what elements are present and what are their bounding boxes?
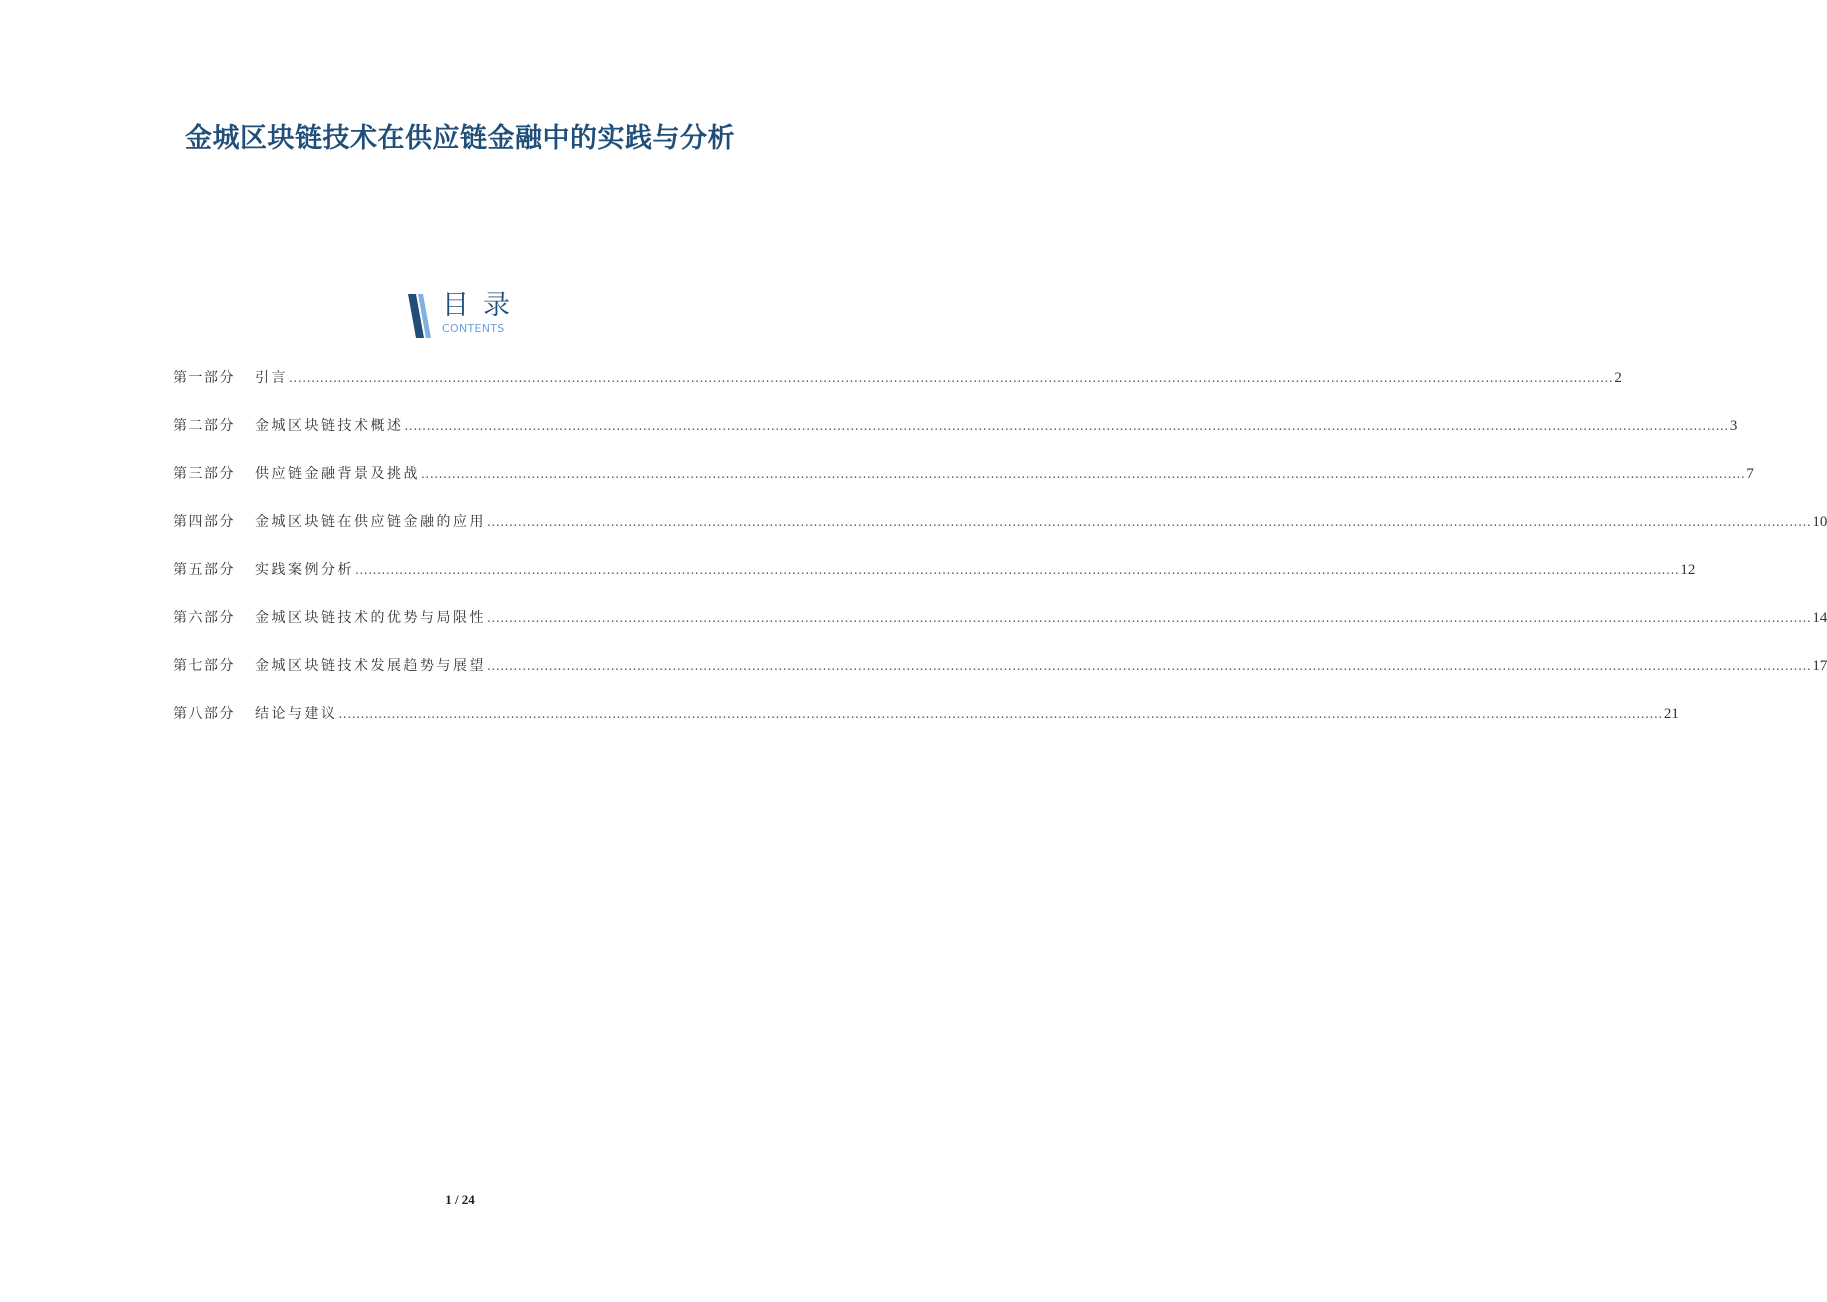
toc-heading — [404, 290, 544, 338]
toc-entry-leader: ............................................................................................................................................................................................................................................................................................................ — [355, 563, 1680, 577]
toc-entry-leader: ............................................................................................................................................................................................................................................................................................................ — [487, 515, 1812, 529]
toc-entry[interactable] — [173, 366, 1622, 390]
toc-entry-page: 21 — [1663, 706, 1679, 722]
toc-entry-leader: ............................................................................................................................................................................................................................................................................................................ — [487, 611, 1812, 625]
toc-entry-label: 供应链金融背景及挑战 — [255, 466, 420, 482]
toc-entry-label: 金城区块链技术发展趋势与展望 — [255, 658, 486, 674]
toc-entry-label: 结论与建议 — [255, 706, 338, 722]
toc-entry[interactable] — [173, 414, 1738, 438]
toc-entry-leader: ............................................................................................................................................................................................................................................................................................................ — [289, 371, 1614, 385]
toc-entry[interactable] — [173, 510, 1827, 534]
toc-heading-subtitle: CONTENTS — [442, 322, 505, 335]
toc-entry-part: 第八部分 — [173, 706, 235, 722]
toc-entry-part: 第六部分 — [173, 610, 235, 626]
toc-entry-label: 金城区块链技术概述 — [255, 418, 404, 434]
toc-entry[interactable] — [173, 558, 1696, 582]
toc-entry[interactable] — [173, 654, 1827, 678]
toc-heading-title: 目录 — [442, 290, 524, 321]
page-indicator: 1 / 24 — [445, 1192, 475, 1207]
toc-entry-leader: ............................................................................................................................................................................................................................................................................................................ — [421, 467, 1746, 481]
toc-entry-page: 3 — [1729, 418, 1738, 434]
toc-entry-part: 第三部分 — [173, 466, 235, 482]
document-title: 金城区块链技术在供应链金融中的实践与分析 — [185, 123, 735, 154]
toc-entry-part: 第一部分 — [173, 370, 235, 386]
toc-entry-leader: ............................................................................................................................................................................................................................................................................................................ — [487, 659, 1812, 673]
toc-entry-part: 第五部分 — [173, 562, 235, 578]
toc-entry-label: 金城区块链在供应链金融的应用 — [255, 514, 486, 530]
toc-entry-part: 第七部分 — [173, 658, 235, 674]
table-of-contents — [173, 366, 1827, 750]
toc-entry-part: 第四部分 — [173, 514, 235, 530]
toc-entry-page: 17 — [1812, 658, 1827, 674]
toc-entry[interactable] — [173, 606, 1827, 630]
toc-entry-label: 引言 — [255, 370, 288, 386]
toc-entry-leader: ............................................................................................................................................................................................................................................................................................................ — [338, 707, 1663, 721]
toc-entry-page: 2 — [1614, 370, 1622, 386]
toc-entry-page: 10 — [1812, 514, 1827, 530]
toc-entry[interactable] — [173, 702, 1679, 726]
slanted-bars-icon — [404, 294, 434, 338]
toc-entry-page: 7 — [1746, 466, 1754, 482]
toc-entry-label: 实践案例分析 — [255, 562, 354, 578]
toc-entry-leader: ............................................................................................................................................................................................................................................................................................................ — [404, 419, 1729, 433]
toc-entry-page: 12 — [1680, 562, 1696, 578]
toc-entry-label: 金城区块链技术的优势与局限性 — [255, 610, 486, 626]
toc-entry[interactable] — [173, 462, 1754, 486]
toc-entry-part: 第二部分 — [173, 418, 235, 434]
toc-entry-page: 14 — [1812, 610, 1827, 626]
